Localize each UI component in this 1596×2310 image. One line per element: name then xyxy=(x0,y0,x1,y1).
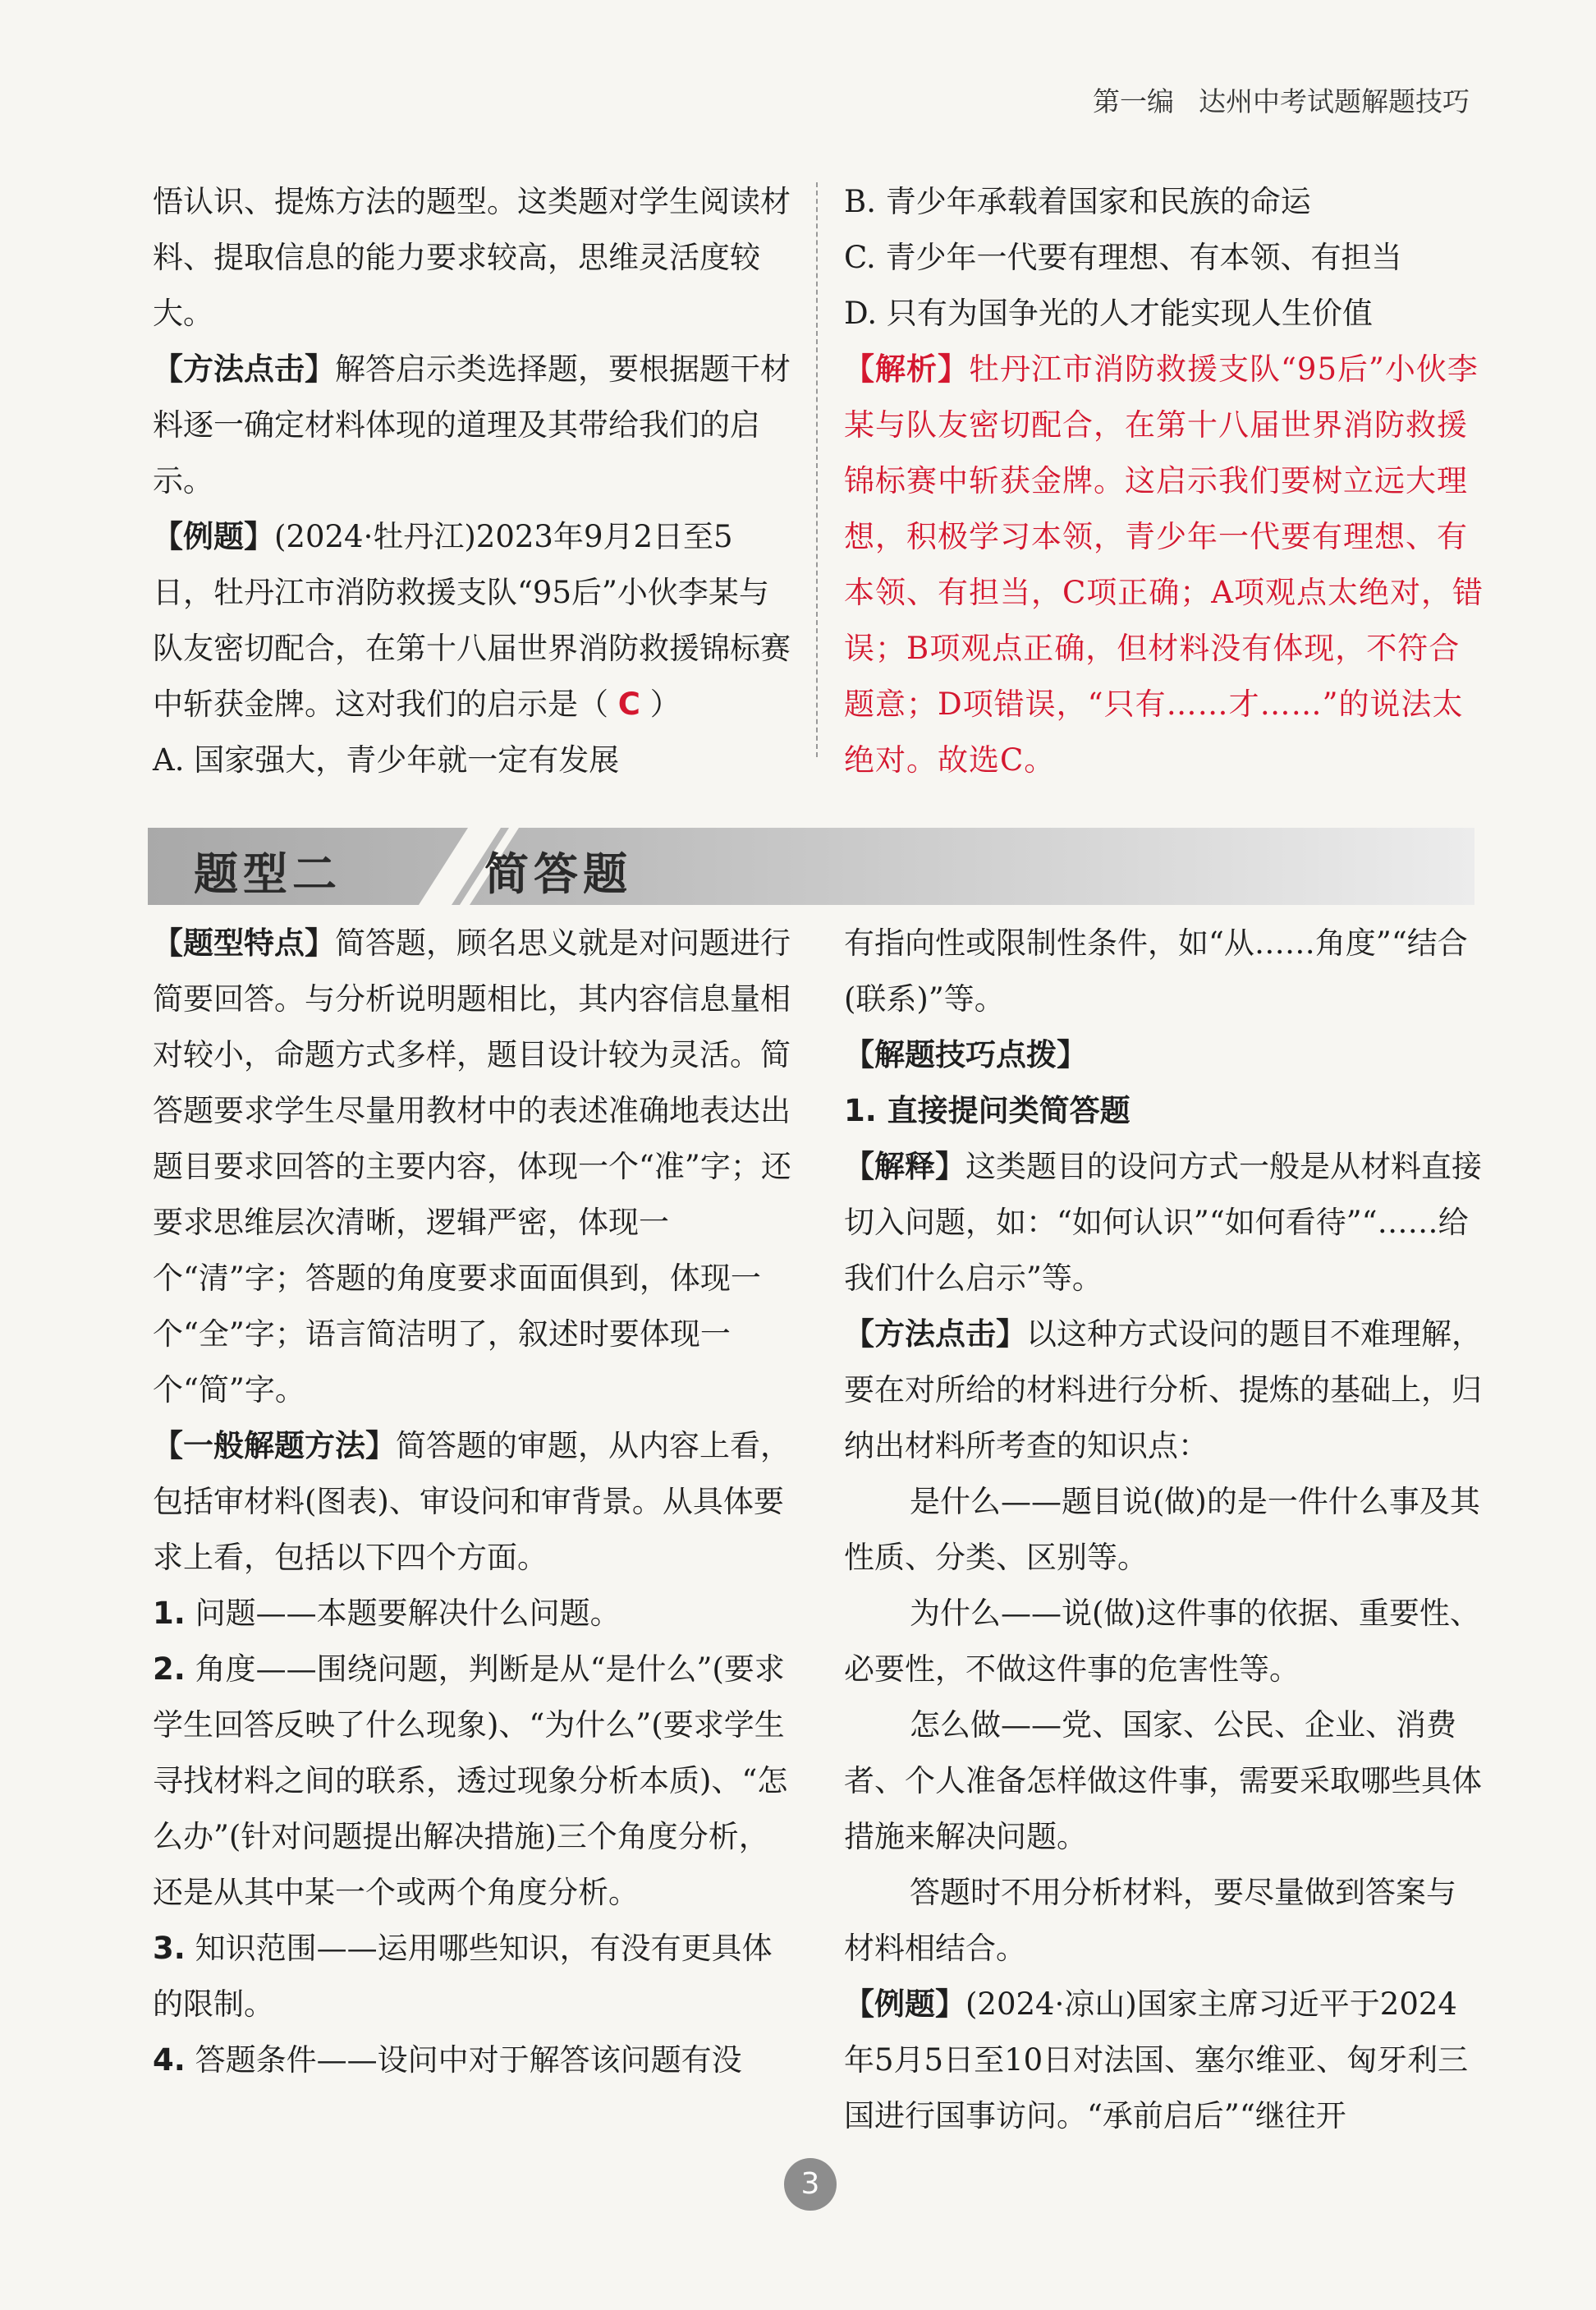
example-end: ） xyxy=(649,687,681,722)
right-column-bottom xyxy=(844,916,1484,2144)
header-part: 第一编 xyxy=(1093,85,1174,117)
banner-slash-decoration xyxy=(148,828,1474,905)
item1-text: 问题——本题要解决什么问题。 xyxy=(195,1596,621,1631)
running-header xyxy=(903,80,1470,119)
analysis-text: 牡丹江市消防救援支队“95后”小伙李某与队友密切配合，在第十八届世界消防救援锦标赛中斩获金牌。这启示我们要树立远大理想，积极学习本领，青少年一代要有理想、有本领、有担当，C项正确；A项观点太绝对，错误；B项观点正确，但材料没有体现，不符合题意；D项错误，“只有……才……”的说法太绝对。故选C。 xyxy=(844,351,1484,778)
page-number: 3 xyxy=(784,2158,837,2211)
method-text-2: 以这种方式设问的题目不难理解，要在对所给的材料进行分析、提炼的基础上，归纳出材料所考查的知识点： xyxy=(844,1316,1482,1463)
list-item-1 xyxy=(153,1586,793,1642)
why-paragraph: 为什么——说(做)这件事的依据、重要性、必要性，不做这件事的危害性等。 xyxy=(844,1596,1480,1687)
item3-text: 知识范围——运用哪些知识，有没有更具体的限制。 xyxy=(153,1931,773,2022)
feature-paragraph xyxy=(153,916,793,1418)
general-text: 简答题的审题，从内容上看，包括审材料(图表)、审设问和审背景。从具体要求上看，包括以下四个方面。 xyxy=(153,1428,791,1575)
explain-text: 这类题目的设问方式一般是从材料直接切入问题，如：“如何认识”“如何看待”“……给我们什么启示”等。 xyxy=(844,1149,1482,1296)
banner-label: 题型二 xyxy=(194,848,342,900)
banner-title: 简答题 xyxy=(484,848,632,900)
method-text: 解答启示类选择题，要根据题干材料逐一确定材料体现的道理及其带给我们的启示。 xyxy=(153,351,791,498)
item2-text: 角度——围绕问题，判断是从“是什么”(要求学生回答反映了什么现象)、“为什么”(要求学生寻找材料之间的联系，透过现象分析本质)、“怎么办”(针对问题提出解决措施)三个角度分析，还是从其中某一个或两个角度分析。 xyxy=(153,1651,788,1910)
option-a: A. 国家强大，青少年就一定有发展 xyxy=(153,742,620,778)
example-text-2: (2024·凉山)国家主席习近平于2024年5月5日至10日对法国、塞尔维亚、匈牙利三国进行国事访问。“承前启后”“继往开 xyxy=(844,1986,1469,2133)
method-paragraph-2 xyxy=(844,1307,1484,1474)
list-item-3 xyxy=(153,1921,793,2032)
item3-number: 3. xyxy=(153,1931,186,1966)
how-paragraph: 怎么做——党、国家、公民、企业、消费者、个人准备怎样做这件事，需要采取哪些具体措施来解决问题。 xyxy=(844,1707,1482,1854)
method-paragraph xyxy=(153,342,793,509)
feature-text: 简答题，顾名思义就是对问题进行简要回答。与分析说明题相比，其内容信息量相对较小，命题方式多样，题目设计较为灵活。简答题要求学生尽量用教材中的表述准确地表达出题目要求回答的主要内容，体现一个“准”字；还要求思维层次清晰，逻辑严密，体现一个“清”字；答题的角度要求面面俱到，体现一个“全”字；语言简洁明了，叙述时要体现一个“简”字。 xyxy=(153,925,791,1408)
item1-number: 1. xyxy=(153,1596,186,1631)
tips-heading: 【解题技巧点拨】 xyxy=(844,1037,1087,1072)
example-paragraph-2 xyxy=(844,1977,1484,2144)
analysis-tag: 【解析】 xyxy=(844,351,969,387)
method-tag-2: 【方法点击】 xyxy=(844,1316,1026,1352)
option-b: B. 青少年承载着国家和民族的命运 xyxy=(844,184,1311,219)
example-tag-2: 【例题】 xyxy=(844,1986,965,2022)
explain-paragraph xyxy=(844,1139,1484,1307)
option-c: C. 青少年一代要有理想、有本领、有担当 xyxy=(844,240,1402,275)
item2-number: 2. xyxy=(153,1651,186,1687)
item4-text: 答题条件——设问中对于解答该问题有没 xyxy=(195,2042,742,2078)
feature-tag: 【题型特点】 xyxy=(153,925,335,961)
what-paragraph: 是什么——题目说(做)的是一件什么事及其性质、分类、区别等。 xyxy=(844,1484,1480,1575)
list-item-2 xyxy=(153,1642,793,1921)
intro-paragraph: 悟认识、提炼方法的题型。这类题对学生阅读材料、提取信息的能力要求较高，思维灵活度较大。 xyxy=(153,184,791,331)
left-column-bottom xyxy=(153,916,793,2088)
note-paragraph: 答题时不用分析材料，要尽量做到答案与材料相结合。 xyxy=(844,1875,1456,1966)
continued-paragraph: 有指向性或限制性条件，如“从……角度”“结合(联系)”等。 xyxy=(844,925,1468,1017)
explain-tag: 【解释】 xyxy=(844,1149,965,1184)
left-column-top xyxy=(153,174,793,788)
right-column-top xyxy=(844,174,1484,788)
analysis-paragraph xyxy=(844,342,1484,788)
general-tag: 【一般解题方法】 xyxy=(153,1428,396,1463)
example-answer: C xyxy=(617,687,640,722)
example-paragraph xyxy=(153,509,793,732)
header-title: 达州中考试题解题技巧 xyxy=(1199,85,1470,117)
method-tag: 【方法点击】 xyxy=(153,351,335,387)
example-tag: 【例题】 xyxy=(153,519,274,554)
example-text: (2024·牡丹江)2023年9月2日至5日，牡丹江市消防救援支队“95后”小伙李某与队友密切配合，在第十八届世界消防救援锦标赛中斩获金牌。这对我们的启示是（ xyxy=(153,519,791,722)
item4-number: 4. xyxy=(153,2042,186,2078)
general-paragraph xyxy=(153,1418,793,1586)
list-item-4 xyxy=(153,2032,793,2088)
option-d: D. 只有为国争光的人才能实现人生价值 xyxy=(844,296,1373,331)
column-divider xyxy=(816,182,818,757)
subheading-direct-question: 1. 直接提问类简答题 xyxy=(844,1093,1130,1128)
section-banner xyxy=(148,828,1474,905)
